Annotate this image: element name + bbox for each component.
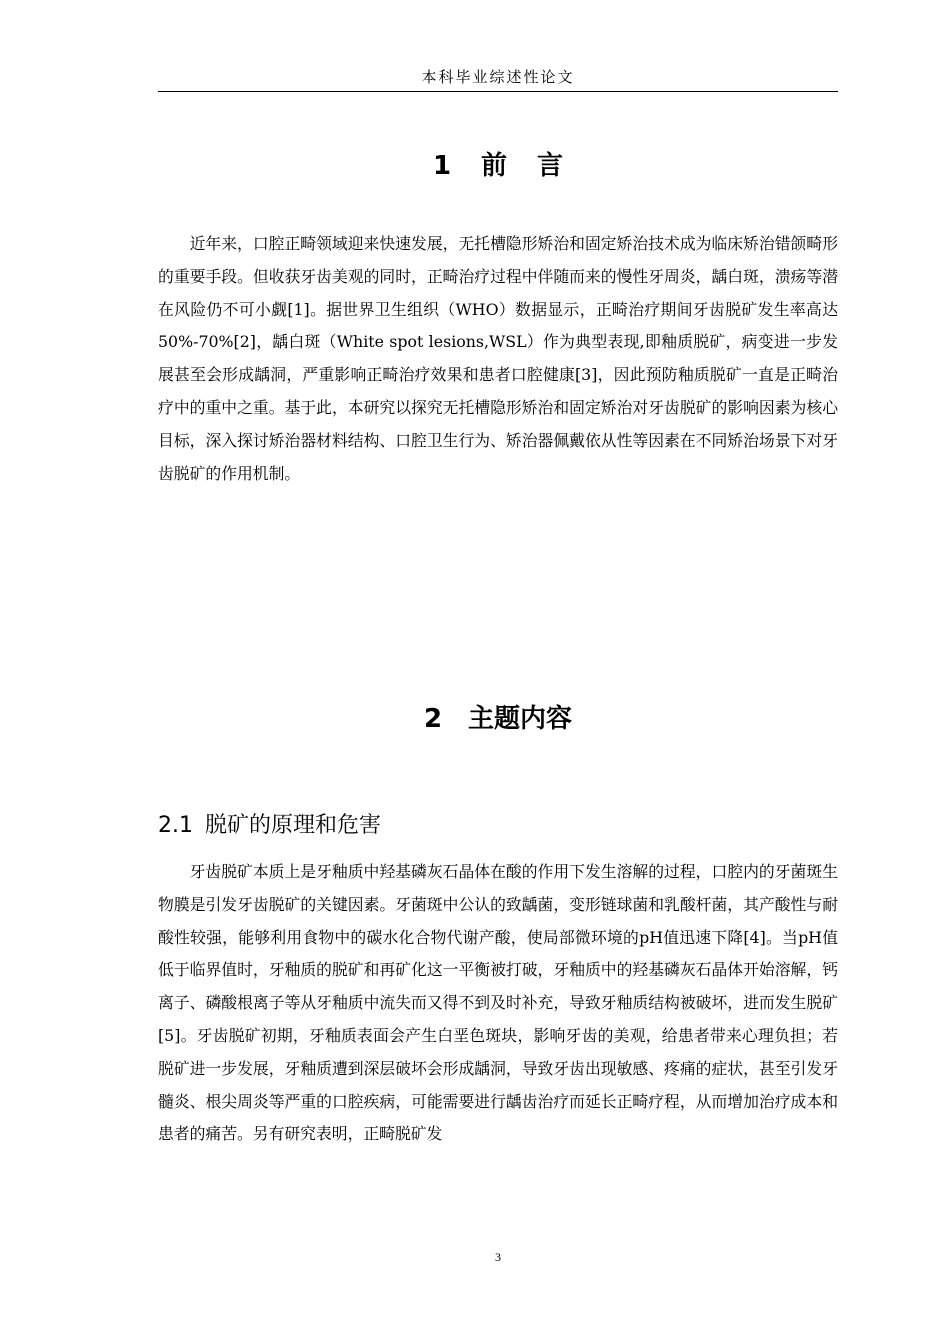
chapter-1-number: 1 <box>432 151 452 181</box>
section-2-1-number: 2.1 <box>158 813 193 838</box>
section-2-1-paragraph: 牙齿脱矿本质上是牙釉质中羟基磷灰石晶体在酸的作用下发生溶解的过程，口腔内的牙菌斑生物膜是引发牙齿脱矿的关键因素。牙菌斑中公认的致龋菌，变形链球菌和乳酸杆菌，其产酸性与耐酸性较强，能够利用食物中的碳水化合物代谢产酸，使局部微环境的pH值迅速下降[4]。当pH值低于临界值时，牙釉质的脱矿和再矿化这一平衡被打破，牙釉质中的羟基磷灰石晶体开始溶解，钙离子、磷酸根离子等从牙釉质中流失而又得不到及时补充，导致牙釉质结构被破坏，进而发生脱矿[5]。牙齿脱矿初期，牙釉质表面会产生白垩色斑块，影响牙齿的美观，给患者带来心理负担；若脱矿进一步发展，牙釉质遭到深层破坏会形成龋洞，导致牙齿出现敏感、疼痛的症状，甚至引发牙髓炎、根尖周炎等严重的口腔疾病，可能需要进行龋齿治疗而延长正畸疗程，从而增加治疗成本和患者的痛苦。另有研究表明，正畸脱矿发 <box>158 862 838 1144</box>
chapter-2-heading <box>158 698 838 735</box>
chapter-1-paragraph: 近年来，口腔正畸领域迎来快速发展，无托槽隐形矫治和固定矫治技术成为临床矫治错颌畸形的重要手段。但收获牙齿美观的同时，正畸治疗过程中伴随而来的慢性牙周炎，龋白斑，溃疡等潜在风险仍不可小觑[1]。据世界卫生组织（WHO）数据显示，正畸治疗期间牙齿脱矿发生率高达50%-70%[2]，龋白斑（White spot lesions,WSL）作为典型表现,即釉质脱矿，病变进一步发展甚至会形成龋洞，严重影响正畸治疗效果和患者口腔健康[3]，因此预防釉质脱矿一直是正畸治疗中的重中之重。基于此，本研究以探究无托槽隐形矫治和固定矫治对牙齿脱矿的影响因素为核心目标，深入探讨矫治器材料结构、口腔卫生行为、矫治器佩戴依从性等因素在不同矫治场景下对牙齿脱矿的作用机制。 <box>158 234 838 483</box>
header-rule <box>158 91 838 92</box>
page-number: 3 <box>495 1250 501 1264</box>
section-2-1-title: 脱矿的原理和危害 <box>205 813 382 838</box>
chapter-1-title: 前言 <box>481 151 594 181</box>
chapter-2-number: 2 <box>423 704 443 734</box>
running-header: 本科毕业综述性论文 <box>421 68 575 86</box>
section-2-1-heading <box>158 808 381 839</box>
chapter-1-heading <box>158 145 838 182</box>
chapter-2-title: 主题内容 <box>468 704 573 734</box>
